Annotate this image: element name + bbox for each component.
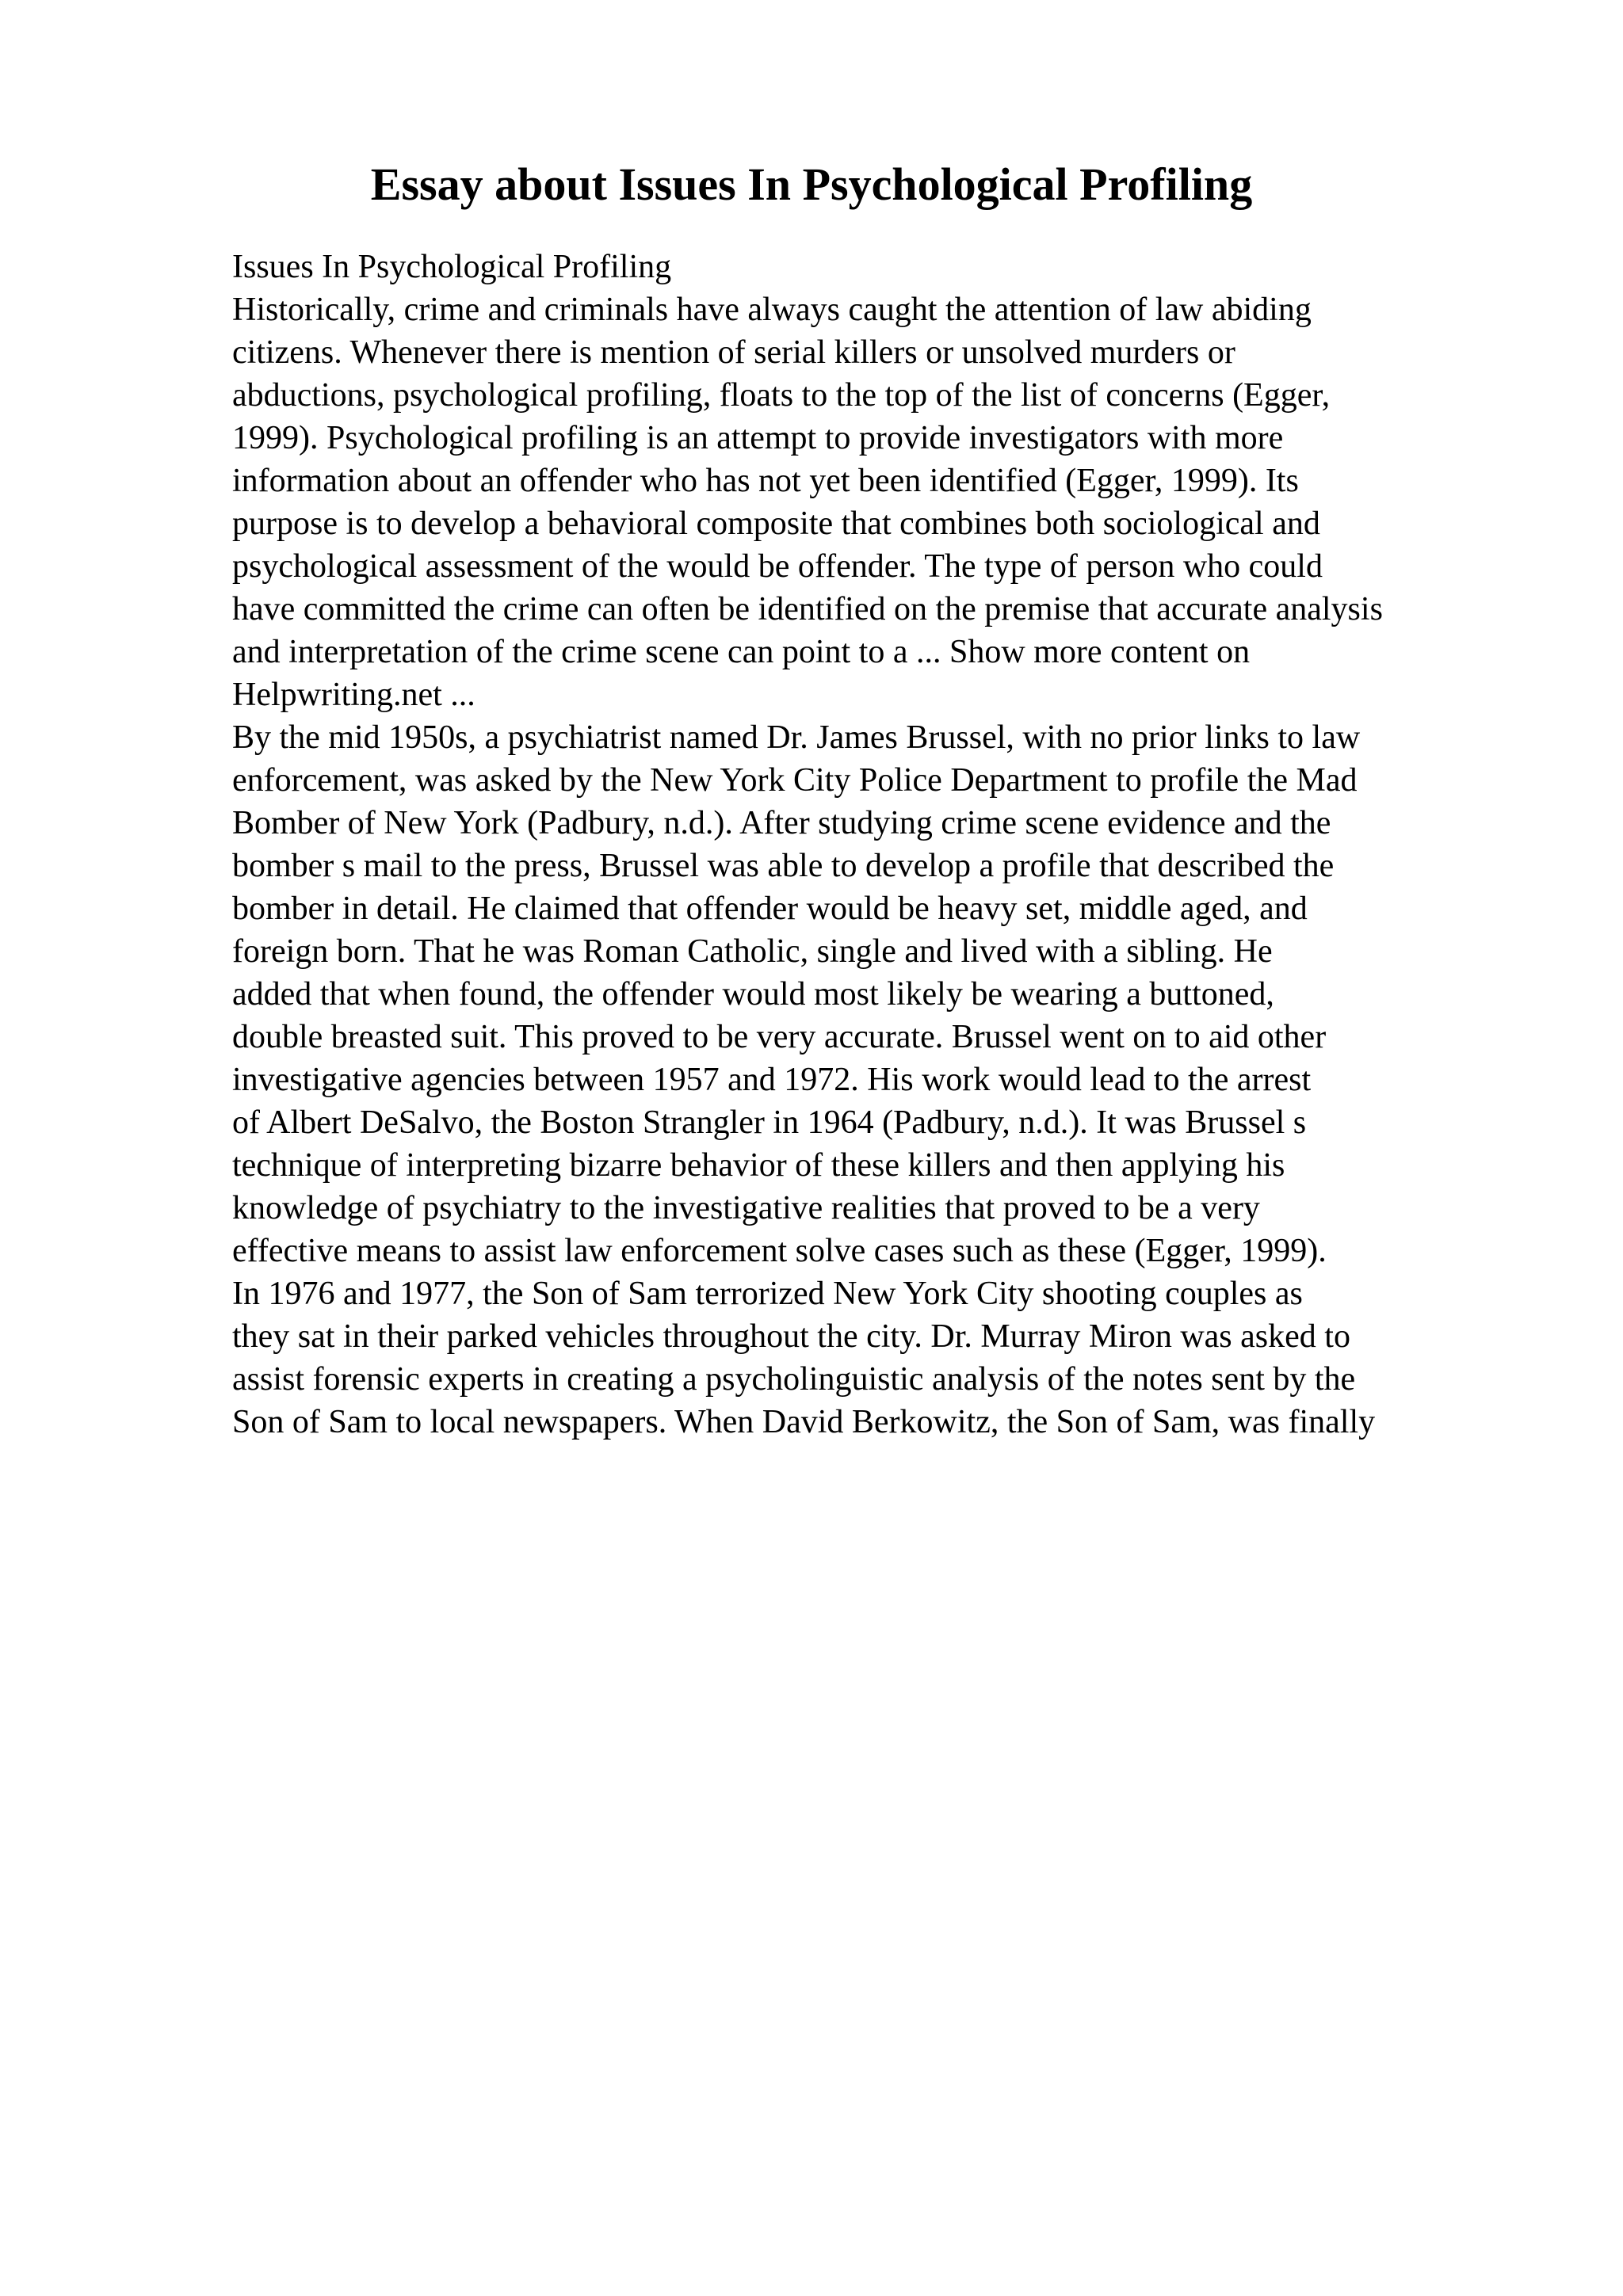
text-line: assist forensic experts in creating a psycholinguistic analysis of the notes sent by the — [232, 1361, 1356, 1398]
text-line: technique of interpreting bizarre behavior of these killers and then applying his — [232, 1147, 1285, 1184]
text-line: investigative agencies between 1957 and 1972. His work would lead to the arrest — [232, 1062, 1312, 1098]
text-line: Son of Sam to local newspapers. When David Berkowitz, the Son of Sam, was finally — [232, 1404, 1376, 1440]
text-line: 1999). Psychological profiling is an attempt to provide investigators with more — [232, 420, 1284, 456]
text-line: added that when found, the offender would most likely be wearing a buttoned, — [232, 976, 1274, 1013]
text-line: Bomber of New York (Padbury, n.d.). After studying crime scene evidence and the — [232, 805, 1331, 841]
text-line: information about an offender who has not yet been identified (Egger, 1999). Its — [232, 463, 1299, 499]
document-body — [232, 246, 1548, 1444]
text-line: bomber in detail. He claimed that offender would be heavy set, middle aged, and — [232, 891, 1308, 927]
text-line: Historically, crime and criminals have always caught the attention of law abiding — [232, 292, 1312, 328]
text-line: In 1976 and 1977, the Son of Sam terrorized New York City shooting couples as — [232, 1276, 1303, 1312]
document-title: Essay about Issues In Psychological Profiling — [370, 158, 1253, 210]
text-line: have committed the crime can often be identified on the premise that accurate analysis — [232, 591, 1383, 627]
text-line: and interpretation of the crime scene can point to a ... Show more content on — [232, 634, 1251, 670]
text-line: they sat in their parked vehicles throughout the city. Dr. Murray Miron was asked to — [232, 1318, 1350, 1355]
text-line: abductions, psychological profiling, floats to the top of the list of concerns (Egger, — [232, 377, 1331, 414]
text-line: effective means to assist law enforcement solve cases such as these (Egger, 1999). — [232, 1233, 1327, 1269]
text-line: By the mid 1950s, a psychiatrist named Dr. James Brussel, with no prior links to law — [232, 719, 1361, 756]
text-line: enforcement, was asked by the New York City Police Department to profile the Mad — [232, 762, 1358, 799]
text-line: knowledge of psychiatry to the investigative realities that proved to be a very — [232, 1190, 1260, 1226]
text-line: Issues In Psychological Profiling — [232, 249, 672, 285]
text-line: purpose is to develop a behavioral composite that combines both sociological and — [232, 505, 1320, 542]
text-line: psychological assessment of the would be offender. The type of person who could — [232, 548, 1323, 585]
text-line: Helpwriting.net ... — [232, 677, 475, 713]
text-line: double breasted suit. This proved to be very accurate. Brussel went on to aid other — [232, 1019, 1327, 1055]
text-line: bomber s mail to the press, Brussel was able to develop a profile that described the — [232, 848, 1335, 884]
text-line: of Albert DeSalvo, the Boston Strangler in 1964 (Padbury, n.d.). It was Brussel s — [232, 1104, 1307, 1141]
text-line: citizens. Whenever there is mention of serial killers or unsolved murders or — [232, 334, 1235, 371]
text-line: foreign born. That he was Roman Catholic, single and lived with a sibling. He — [232, 933, 1273, 970]
